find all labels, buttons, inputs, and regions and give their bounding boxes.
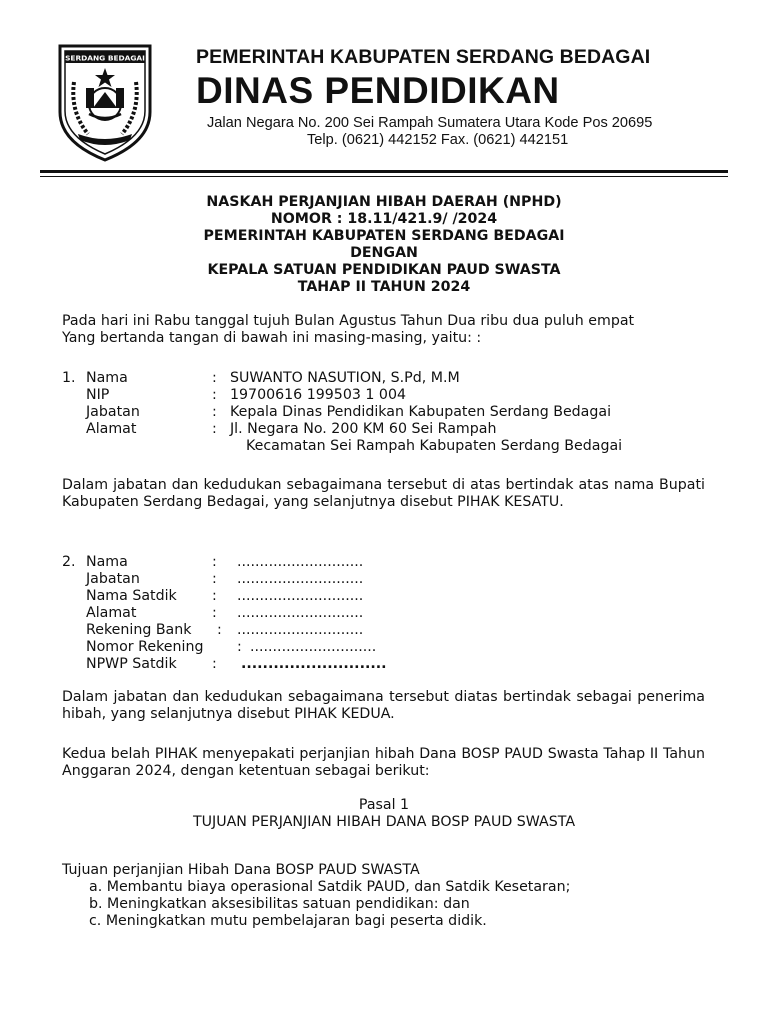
field-label: Nama: [86, 554, 128, 570]
field-value: Jl. Negara No. 200 KM 60 Sei Rampah: [230, 421, 497, 437]
purpose-item: a. Membantu biaya operasional Satdik PAUD, dan Satdik Kesetaran;: [89, 879, 571, 895]
field-separator: :: [212, 387, 217, 403]
field-label: Nomor Rekening: [86, 639, 204, 655]
field-separator: :: [212, 571, 217, 587]
field-label: Rekening Bank: [86, 622, 192, 638]
field-separator: :: [212, 370, 217, 386]
letterhead-rule-thick: [40, 170, 728, 173]
field-separator: :: [212, 588, 217, 604]
field-label: Jabatan: [86, 404, 140, 420]
doc-title-line: DENGAN: [350, 245, 418, 261]
letterhead-agency: DINAS PENDIDIKAN: [196, 70, 560, 111]
article-heading: TUJUAN PERJANJIAN HIBAH DANA BOSP PAUD SWASTA: [192, 814, 576, 830]
field-label: Jabatan: [86, 571, 140, 587]
agreement-paragraph: Kedua belah PIHAK menyepakati perjanjian hibah Dana BOSP PAUD Swasta Tahap II Tahun Anggaran 2024, dengan ketentuan sebagai berikut:: [62, 746, 705, 779]
field-label: Nama Satdik: [86, 588, 177, 604]
field-blank: ............................: [237, 571, 364, 587]
party2-paragraph: Dalam jabatan dan kedudukan sebagaimana tersebut diatas bertindak sebagai penerima hibah, yang selanjutnya disebut PIHAK KEDUA.: [62, 689, 705, 722]
letterhead-contact: Telp. (0621) 442152 Fax. (0621) 442151: [307, 132, 569, 148]
field-label: Alamat: [86, 605, 137, 621]
purpose-item: c. Meningkatkan mutu pembelajaran bagi peserta didik.: [89, 913, 487, 929]
regency-seal-icon: [56, 42, 154, 162]
article-number: Pasal 1: [358, 797, 410, 813]
field-value: 19700616 199503 1 004: [230, 387, 407, 403]
doc-title-line: NASKAH PERJANJIAN HIBAH DAERAH (NPHD): [206, 194, 562, 210]
field-label: NIP: [86, 387, 110, 403]
doc-title-line: TAHAP II TAHUN 2024: [297, 279, 471, 295]
field-separator: :: [217, 622, 222, 638]
field-separator: :: [212, 404, 217, 420]
letterhead-rule-thin: [40, 176, 728, 177]
field-blank: ............................: [237, 588, 364, 604]
field-separator: :: [212, 421, 217, 437]
intro-line: Pada hari ini Rabu tanggal tujuh Bulan Agustus Tahun Dua ribu dua puluh empat: [62, 313, 635, 329]
field-separator: :: [212, 605, 217, 621]
field-value: SUWANTO NASUTION, S.Pd, M.M: [230, 370, 460, 386]
field-blank: ............................: [237, 605, 364, 621]
field-separator: :: [212, 656, 217, 672]
purpose-item: b. Meningkatkan aksesibilitas satuan pendidikan: dan: [89, 896, 470, 912]
party1-paragraph: Dalam jabatan dan kedudukan sebagaimana tersebut di atas bertindak atas nama Bupati Kabupaten Serdang Bedagai, yang selanjutnya disebut PIHAK KESATU.: [62, 477, 705, 510]
letterhead-government: PEMERINTAH KABUPATEN SERDANG BEDAGAI: [196, 46, 651, 68]
field-separator: :: [237, 639, 242, 655]
field-value-continued: Kecamatan Sei Rampah Kabupaten Serdang Bedagai: [246, 438, 623, 454]
doc-title-line: PEMERINTAH KABUPATEN SERDANG BEDAGAI: [203, 228, 565, 244]
field-separator: :: [212, 554, 217, 570]
field-label: Nama: [86, 370, 128, 386]
field-blank: ...........................: [241, 656, 387, 672]
field-blank: ............................: [250, 639, 377, 655]
purpose-lead: Tujuan perjanjian Hibah Dana BOSP PAUD SWASTA: [62, 862, 420, 878]
field-blank: ............................: [237, 554, 364, 570]
doc-number-line: NOMOR : 18.11/421.9/ /2024: [270, 211, 498, 227]
field-blank: ............................: [237, 622, 364, 638]
doc-title-line: KEPALA SATUAN PENDIDIKAN PAUD SWASTA: [207, 262, 561, 278]
letterhead-address: Jalan Negara No. 200 Sei Rampah Sumatera Utara Kode Pos 20695: [207, 115, 653, 131]
intro-line: Yang bertanda tangan di bawah ini masing-masing, yaitu: :: [62, 330, 482, 346]
seal-banner-text: SERDANG BEDAGAI: [65, 53, 145, 63]
field-value: Kepala Dinas Pendidikan Kabupaten Serdang Bedagai: [230, 404, 612, 420]
party2-number: 2.: [62, 554, 76, 570]
party1-number: 1.: [62, 370, 76, 386]
field-label: Alamat: [86, 421, 137, 437]
field-label: NPWP Satdik: [86, 656, 177, 672]
